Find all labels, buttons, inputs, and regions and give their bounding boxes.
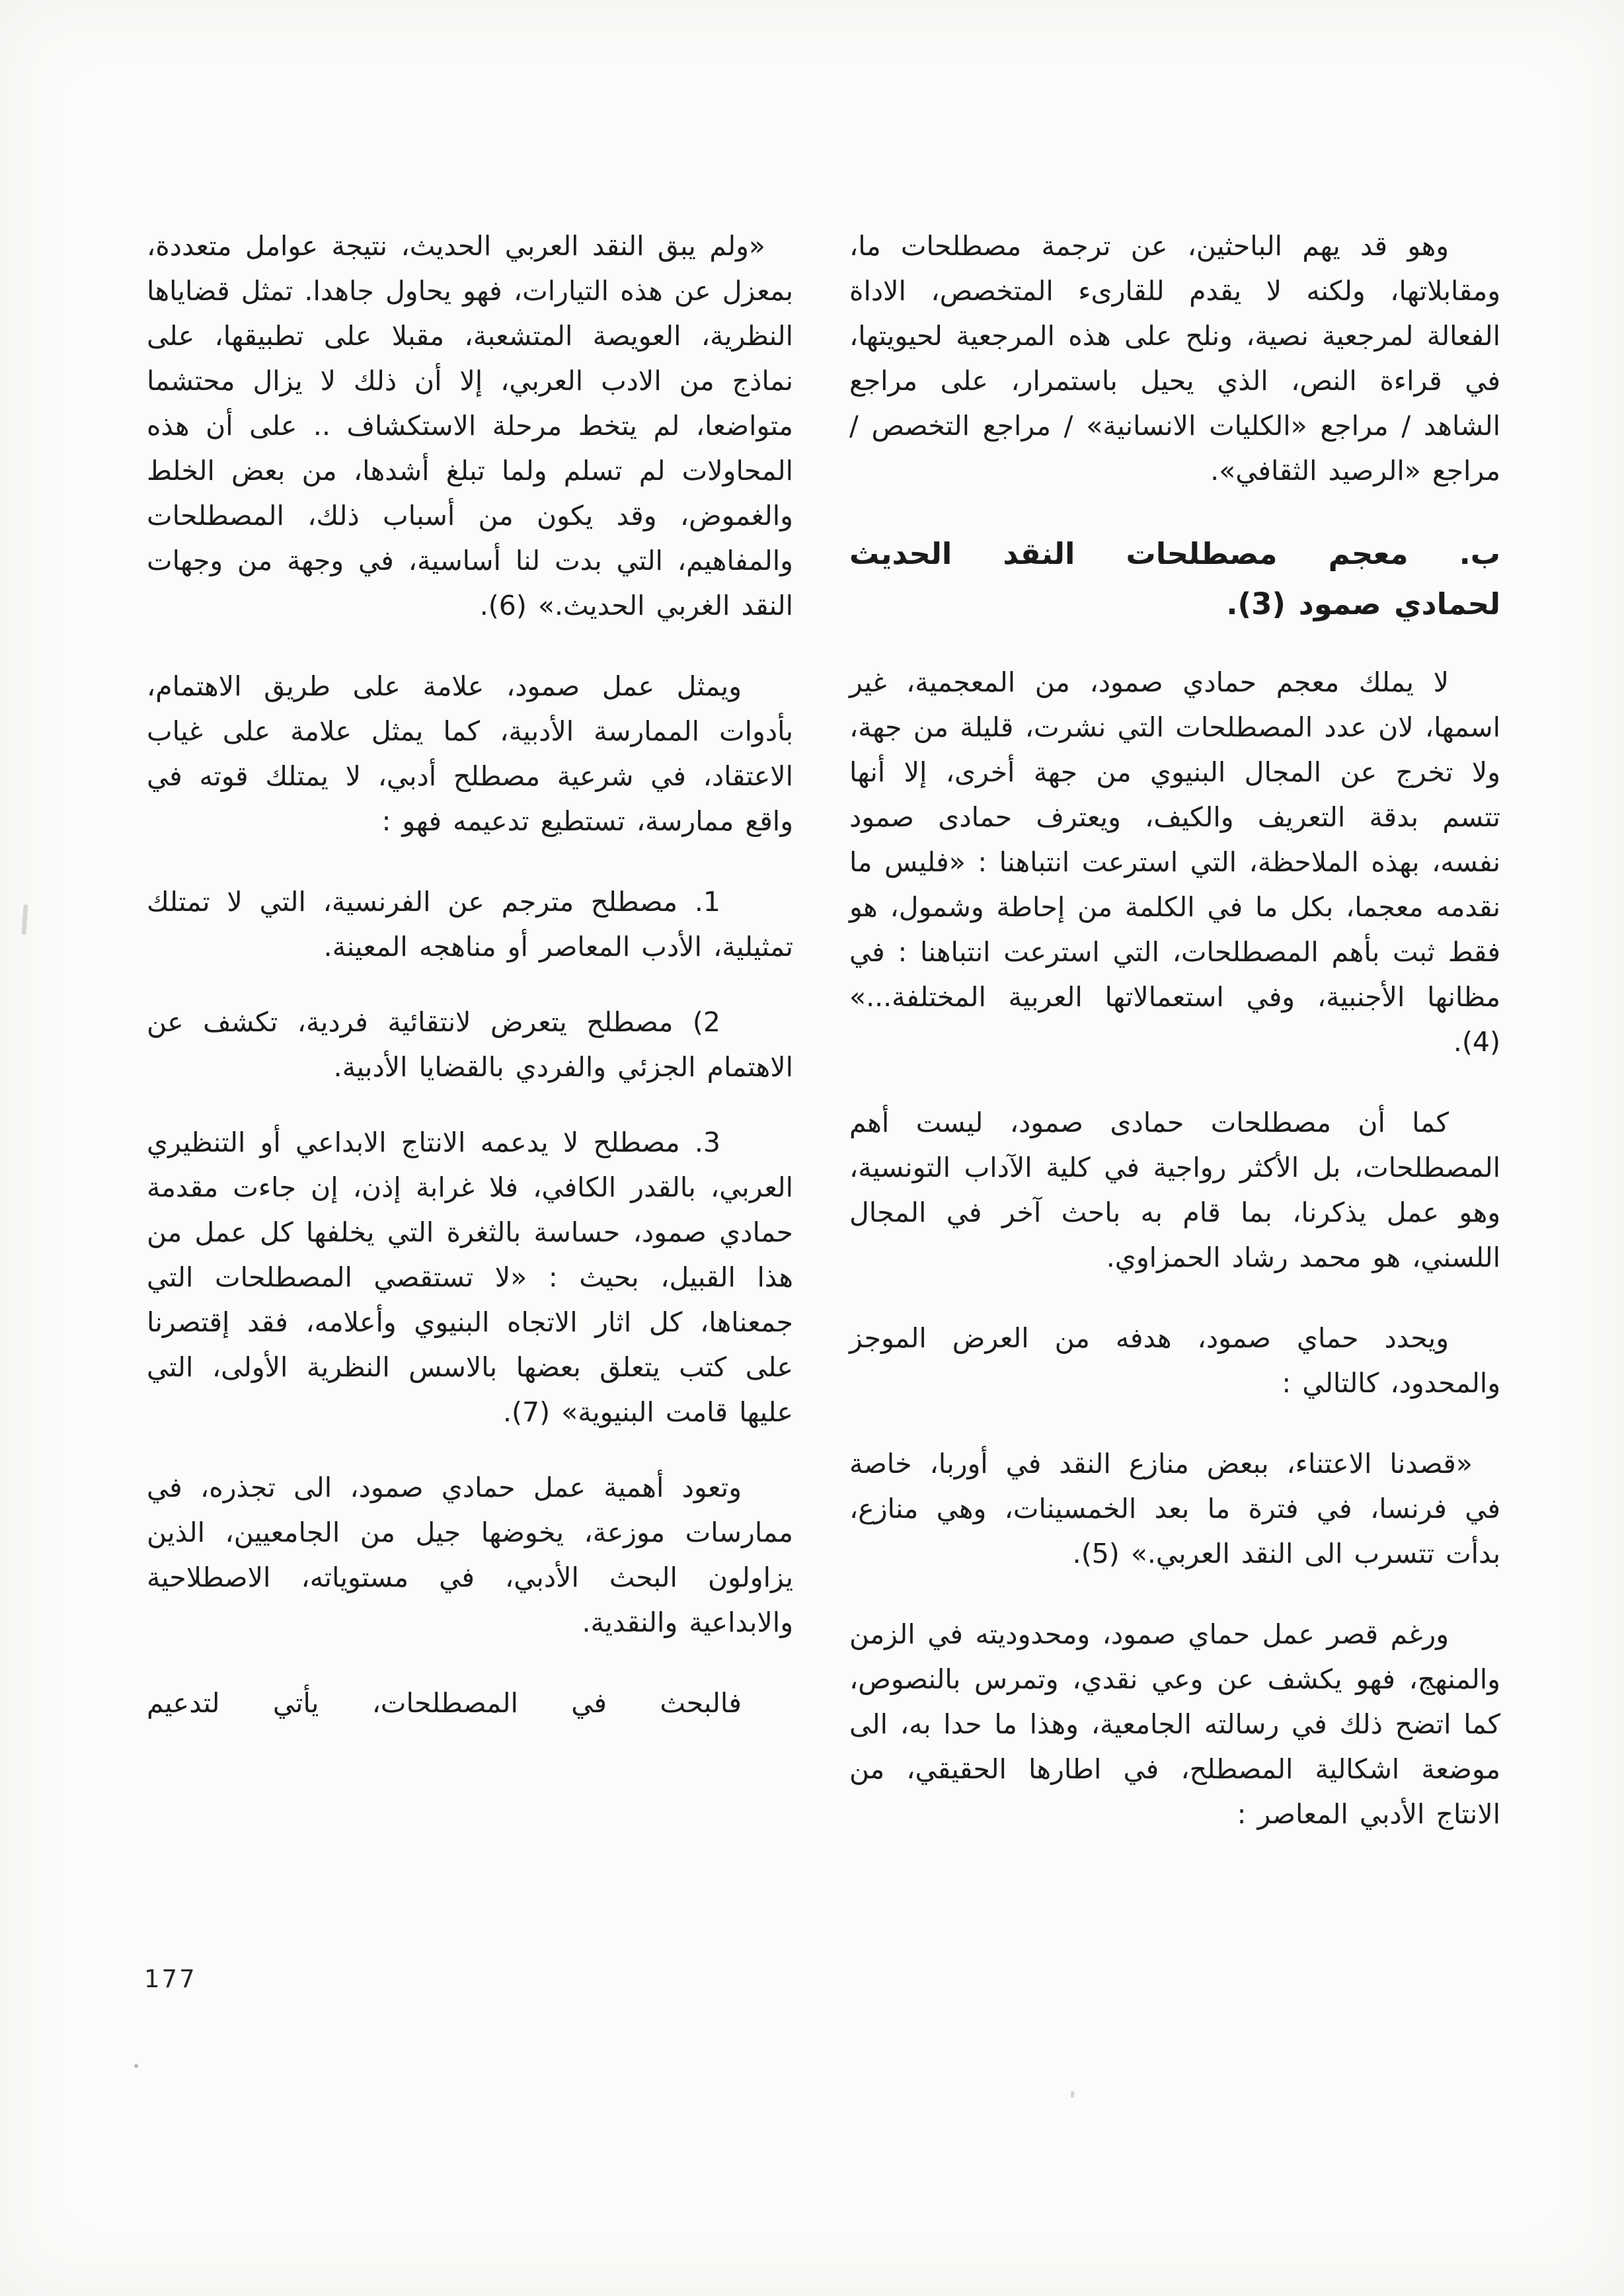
paragraph: وتعود أهمية عمل حمادي صمود، الى تجذره، في ممارسات موزعة، يخوضها جيل من الجامعيين، الذين يزاولون البحث الأدبي، في مستوياته، الاصطلاحية والابداعية والنقدية. bbox=[147, 1472, 793, 1638]
paragraph: وهو قد يهم الباحثين، عن ترجمة مصطلحات ما، ومقابلاتها، ولكنه لا يقدم للقارىء المتخصص، الاداة الفعالة لمرجعية نصية، ونلح على هذه المرجعية لحيويتها، في قراءة النص، الذي يحيل باستمرار، على مراجع الشاهد / مراجع «الكليات الانسانية» / مراجع التخصص / مراجع «الرصيد الثقافي». bbox=[849, 230, 1500, 487]
left-column bbox=[147, 223, 793, 1761]
paragraph: ورغم قصر عمل حماي صمود، ومحدوديته في الزمن والمنهج، فهو يكشف عن وعي نقدي، وتمرس بالنصوص، كما اتضح ذلك في رسالته الجامعية، وهذا ما حدا به، الى موضعة اشكالية المصطلح، في اطارها الحقيقي، من الانتاج الأدبي المعاصر : bbox=[849, 1618, 1500, 1830]
section-heading-line-2: لحمادي صمود (3). bbox=[1226, 586, 1500, 621]
paragraph: لا يملك معجم حمادي صمود، من المعجمية، غير اسمها، لان عدد المصطلحات التي نشرت، قليلة من جهة، ولا تخرج عن المجال البنيوي من جهة أخرى، إلا أنها تتسم بدقة التعريف والكيف، ويعترف حمادى صمود نفسه، بهذه الملاحظة، التي استرعت انتباهنا : «فليس ما نقدمه معجما، بكل ما في الكلمة من إحاطة وشمول، هو فقط ثبت بأهم المصطلحات، التي استرعت انتباهنا : في مظانها الأجنبية، وفي استعمالاتها العربية المختلفة...» (4). bbox=[849, 666, 1500, 1058]
page-number: 177 bbox=[144, 1965, 197, 1993]
section-heading bbox=[849, 529, 1500, 629]
block-quote: «قصدنا الاعتناء، ببعض منازع النقد في أوربا، خاصة في فرنسا، في فترة ما بعد الخمسينات، وهي منازع، بدأت تتسرب الى النقد العربي.» (5). bbox=[849, 1448, 1500, 1569]
paragraph: ويحدد حماي صمود، هدفه من العرض الموجز والمحدود، كالتالي : bbox=[849, 1322, 1500, 1399]
scan-speck bbox=[21, 904, 28, 935]
scan-speck bbox=[134, 2064, 138, 2068]
section-heading-line-1: ب. معجم مصطلحات النقد الحديث bbox=[849, 536, 1500, 571]
list-item-2: 2) مصطلح يتعرض لانتقائية فردية، تكشف عن الاهتمام الجزئي والفردي بالقضايا الأدبية. bbox=[147, 1006, 793, 1083]
paragraph: فالبحث في المصطلحات، يأتي لتدعيم bbox=[147, 1687, 742, 1719]
list-item-1: 1. مصطلح مترجم عن الفرنسية، التي لا تمتلك تمثيلية، الأدب المعاصر أو مناهجه المعينة. bbox=[147, 886, 793, 963]
paragraph: ويمثل عمل صمود، علامة على طريق الاهتمام، بأدوات الممارسة الأدبية، كما يمثل علامة على غياب الاعتقاد، في شرعية مصطلح أدبي، لا يمتلك قوته في واقع ممارسة، تستطيع تدعيمه فهو : bbox=[147, 670, 793, 837]
paragraph: كما أن مصطلحات حمادى صمود، ليست أهم المصطلحات، بل الأكثر رواجية في كلية الآداب التونسية، وهو عمل يذكرنا، بما قام به باحث آخر في المجال اللسني، هو محمد رشاد الحمزاوي. bbox=[849, 1107, 1500, 1273]
scan-speck bbox=[1071, 2091, 1074, 2098]
block-quote: «ولم يبق النقد العربي الحديث، نتيجة عوامل متعددة، بمعزل عن هذه التيارات، فهو يحاول جاهدا. تمثل قضاياها النظرية، العويصة المتشعبة، مقبلا على تطبيقها، على نماذج من الادب العربي، إلا أن ذلك لا يزال محتشما متواضعا، لم يتخط مرحلة الاستكشاف .. على أن هذه المحاولات لم تسلم ولما تبلغ أشدها، من بعض الخلط والغموض، وقد يكون من أسباب ذلك، المصطلحات والمفاهيم، التي بدت لنا أساسية، في وجهة من وجهات النقد الغربي الحديث.» (6). bbox=[147, 230, 793, 621]
list-item-3: 3. مصطلح لا يدعمه الانتاج الابداعي أو التنظيري العربي، بالقدر الكافي، فلا غرابة إذن، إن جاءت مقدمة حمادي صمود، حساسة بالثغرة التي يخلفها كل عمل من هذا القبيل، بحيث : «لا تستقصي المصطلحات التي جمعناها، كل اثار الاتجاه البنيوي وأعلامه، فقد إقتصرنا على كتب يتعلق بعضها بالاسس النظرية الأولى، التي عليها قامت البنيوية» (7). bbox=[147, 1127, 793, 1428]
right-column bbox=[849, 223, 1500, 1872]
